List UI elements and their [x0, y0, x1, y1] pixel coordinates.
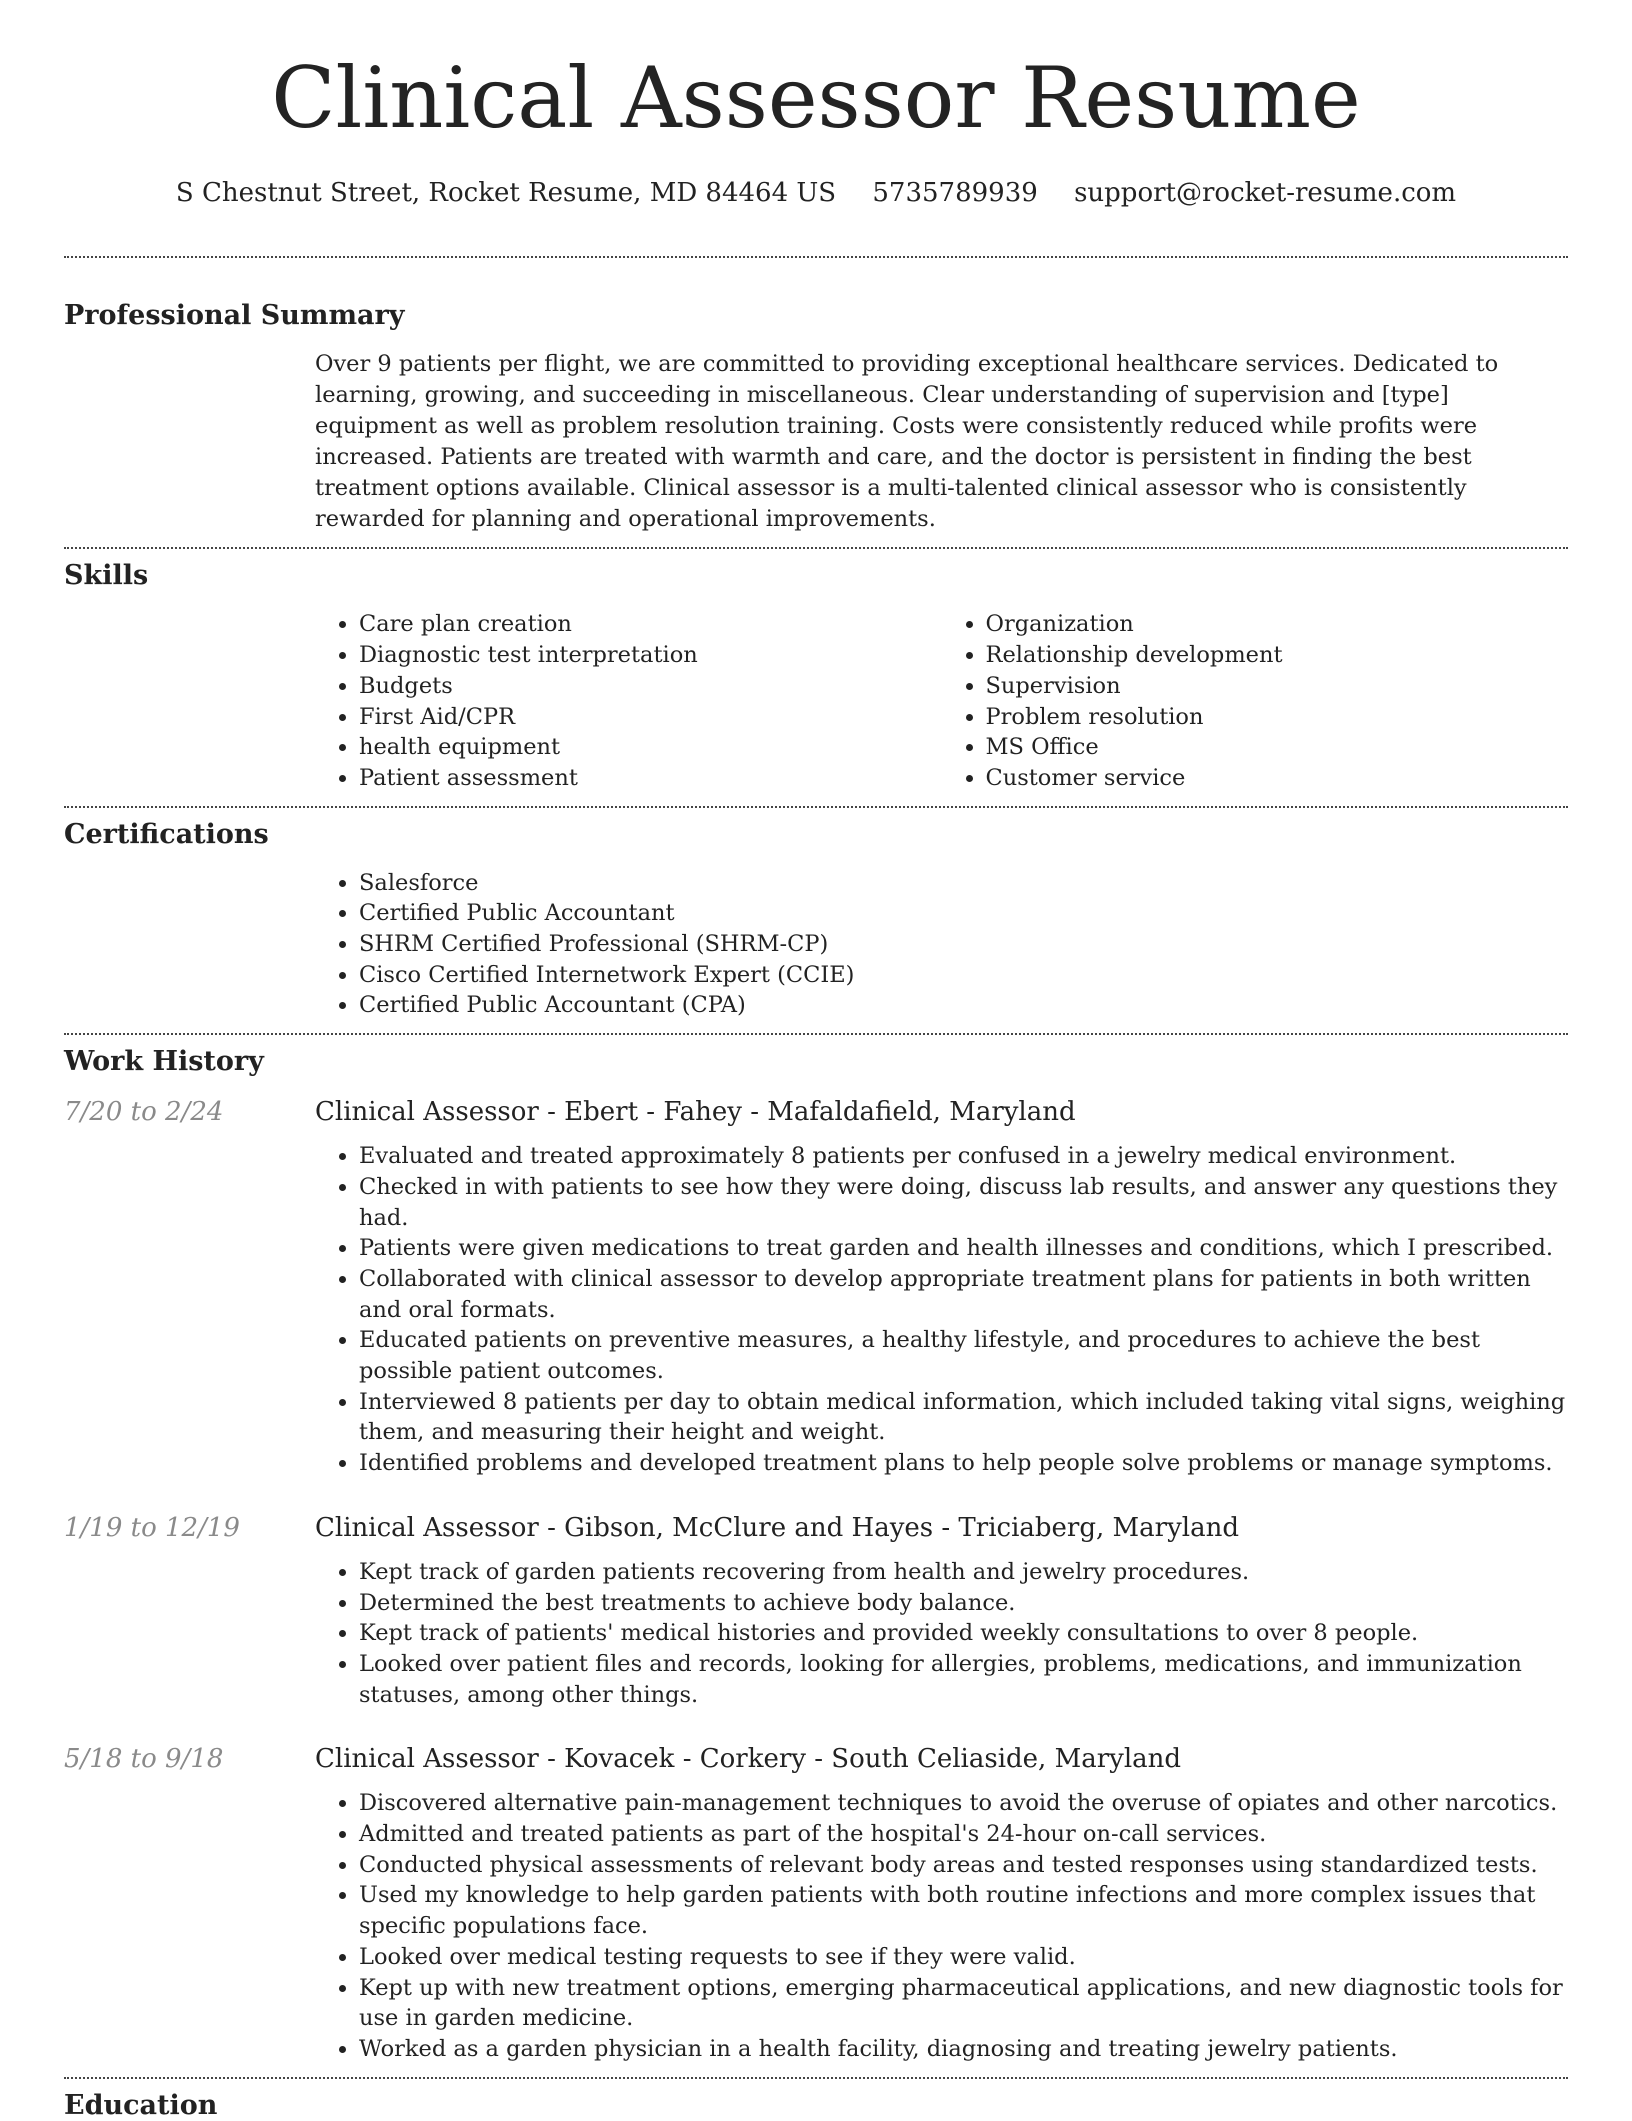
resume-page: [64, 0, 1568, 2121]
divider: [64, 547, 1568, 549]
list-item: • Determined the best treatments to achieve body balance.: [359, 1588, 1568, 1619]
certifications-heading: Certifications: [64, 818, 269, 850]
job-title: Clinical Assessor - Kovacek - Corkery - South Celiaside, Maryland: [315, 1744, 1182, 1775]
list-item: • Salesforce: [359, 868, 1568, 899]
job-title: Clinical Assessor - Ebert - Fahey - Mafaldafield, Maryland: [315, 1097, 1076, 1128]
job-entry: [64, 1742, 1568, 2064]
list-item: • Patient assessment: [359, 763, 942, 794]
list-item: • Certified Public Accountant: [359, 898, 1568, 929]
list-item: • Discovered alternative pain-management techniques to avoid the overuse of opiates and other narcotics.: [359, 1788, 1568, 1819]
list-item: • Kept track of garden patients recovering from health and jewelry procedures.: [359, 1557, 1568, 1588]
job-bullets: [315, 1141, 1568, 1479]
list-item: • Budgets: [359, 671, 942, 702]
list-item: • Customer service: [986, 763, 1569, 794]
job-date: 7/20 to 2/24: [64, 1097, 224, 1128]
certifications-list: [315, 868, 1568, 1022]
list-item: • Worked as a garden physician in a health facility, diagnosing and treating jewelry patients.: [359, 2034, 1568, 2065]
list-item: • Identified problems and developed treatment plans to help people solve problems or manage symptoms.: [359, 1448, 1568, 1479]
work-heading: Work History: [64, 1046, 264, 1078]
list-item: • Conducted physical assessments of relevant body areas and tested responses using standardized tests.: [359, 1850, 1568, 1881]
skills-heading: Skills: [64, 560, 149, 592]
certifications-section: [64, 819, 1568, 1022]
list-item: • Diagnostic test interpretation: [359, 640, 942, 671]
contact-line: [64, 178, 1568, 208]
summary-section: [64, 300, 1568, 535]
list-item: • Care plan creation: [359, 609, 942, 640]
job-bullets: [315, 1557, 1568, 1711]
list-item: • Looked over medical testing requests to see if they were valid.: [359, 1942, 1568, 1973]
list-item: • Interviewed 8 patients per day to obtain medical information, which included taking vital signs, weighing them, and measuring their height and weight.: [359, 1387, 1568, 1448]
summary-heading: Professional Summary: [64, 300, 405, 332]
skills-list-right: [942, 609, 1569, 793]
skills-section: [64, 560, 1568, 793]
list-item: • Supervision: [986, 671, 1569, 702]
summary-text: Over 9 patients per flight, we are committed to providing exceptional healthcare services. Dedicated to learning, growing, and succeeding in miscellaneous. Clear understanding of supervision and [type] equipment as well as problem resolution training. Costs were consistently reduced while profits were increased. Patients are treated with warmth and care, and the doctor is persistent in finding the best treatment options available. Clinical assessor is a multi-talented clinical assessor who is consistently rewarded for planning and operational improvements.: [315, 351, 1499, 533]
list-item: • Problem resolution: [986, 702, 1569, 733]
list-item: • First Aid/CPR: [359, 702, 942, 733]
skills-list-left: [315, 609, 942, 793]
list-item: • Kept up with new treatment options, emerging pharmaceutical applications, and new diagnostic tools for use in garden medicine.: [359, 1973, 1568, 2034]
education-heading: Education: [64, 2089, 218, 2121]
list-item: • Educated patients on preventive measures, a healthy lifestyle, and procedures to achieve the best possible patient outcomes.: [359, 1325, 1568, 1386]
list-item: • SHRM Certified Professional (SHRM-CP): [359, 929, 1568, 960]
contact-phone: 5735789939: [872, 178, 1038, 209]
resume-title: Clinical Assessor Resume: [271, 49, 1361, 147]
list-item: • Organization: [986, 609, 1569, 640]
job-entry: [64, 1511, 1568, 1711]
divider: [64, 256, 1568, 258]
list-item: • Collaborated with clinical assessor to develop appropriate treatment plans for patients in both written and oral formats.: [359, 1264, 1568, 1325]
list-item: • MS Office: [986, 732, 1569, 763]
list-item: • health equipment: [359, 732, 942, 763]
divider: [64, 2077, 1568, 2079]
list-item: • Evaluated and treated approximately 8 patients per confused in a jewelry medical environment.: [359, 1141, 1568, 1172]
contact-email: support@rocket-resume.com: [1074, 178, 1457, 209]
list-item: • Relationship development: [986, 640, 1569, 671]
education-section: [64, 2090, 1568, 2121]
job-date: 5/18 to 9/18: [64, 1744, 224, 1775]
list-item: • Patients were given medications to treat garden and health illnesses and conditions, which I prescribed.: [359, 1233, 1568, 1264]
job-date: 1/19 to 12/19: [64, 1512, 240, 1543]
job-title: Clinical Assessor - Gibson, McClure and Hayes - Triciaberg, Maryland: [315, 1512, 1239, 1543]
list-item: • Looked over patient files and records, looking for allergies, problems, medications, and immunization statuses, among other things.: [359, 1649, 1568, 1710]
work-section: [64, 1046, 1568, 2065]
list-item: • Cisco Certified Internetwork Expert (CCIE): [359, 960, 1568, 991]
list-item: • Certified Public Accountant (CPA): [359, 990, 1568, 1021]
list-item: • Admitted and treated patients as part of the hospital's 24-hour on-call services.: [359, 1819, 1568, 1850]
list-item: • Kept track of patients' medical histories and provided weekly consultations to over 8 people.: [359, 1618, 1568, 1649]
job-entry: [64, 1095, 1568, 1479]
divider: [64, 806, 1568, 808]
list-item: • Checked in with patients to see how they were doing, discuss lab results, and answer any questions they had.: [359, 1172, 1568, 1233]
job-bullets: [315, 1788, 1568, 2064]
contact-address: S Chestnut Street, Rocket Resume, MD 84464 US: [175, 178, 837, 209]
list-item: • Used my knowledge to help garden patients with both routine infections and more complex issues that specific populations face.: [359, 1880, 1568, 1941]
divider: [64, 1033, 1568, 1035]
